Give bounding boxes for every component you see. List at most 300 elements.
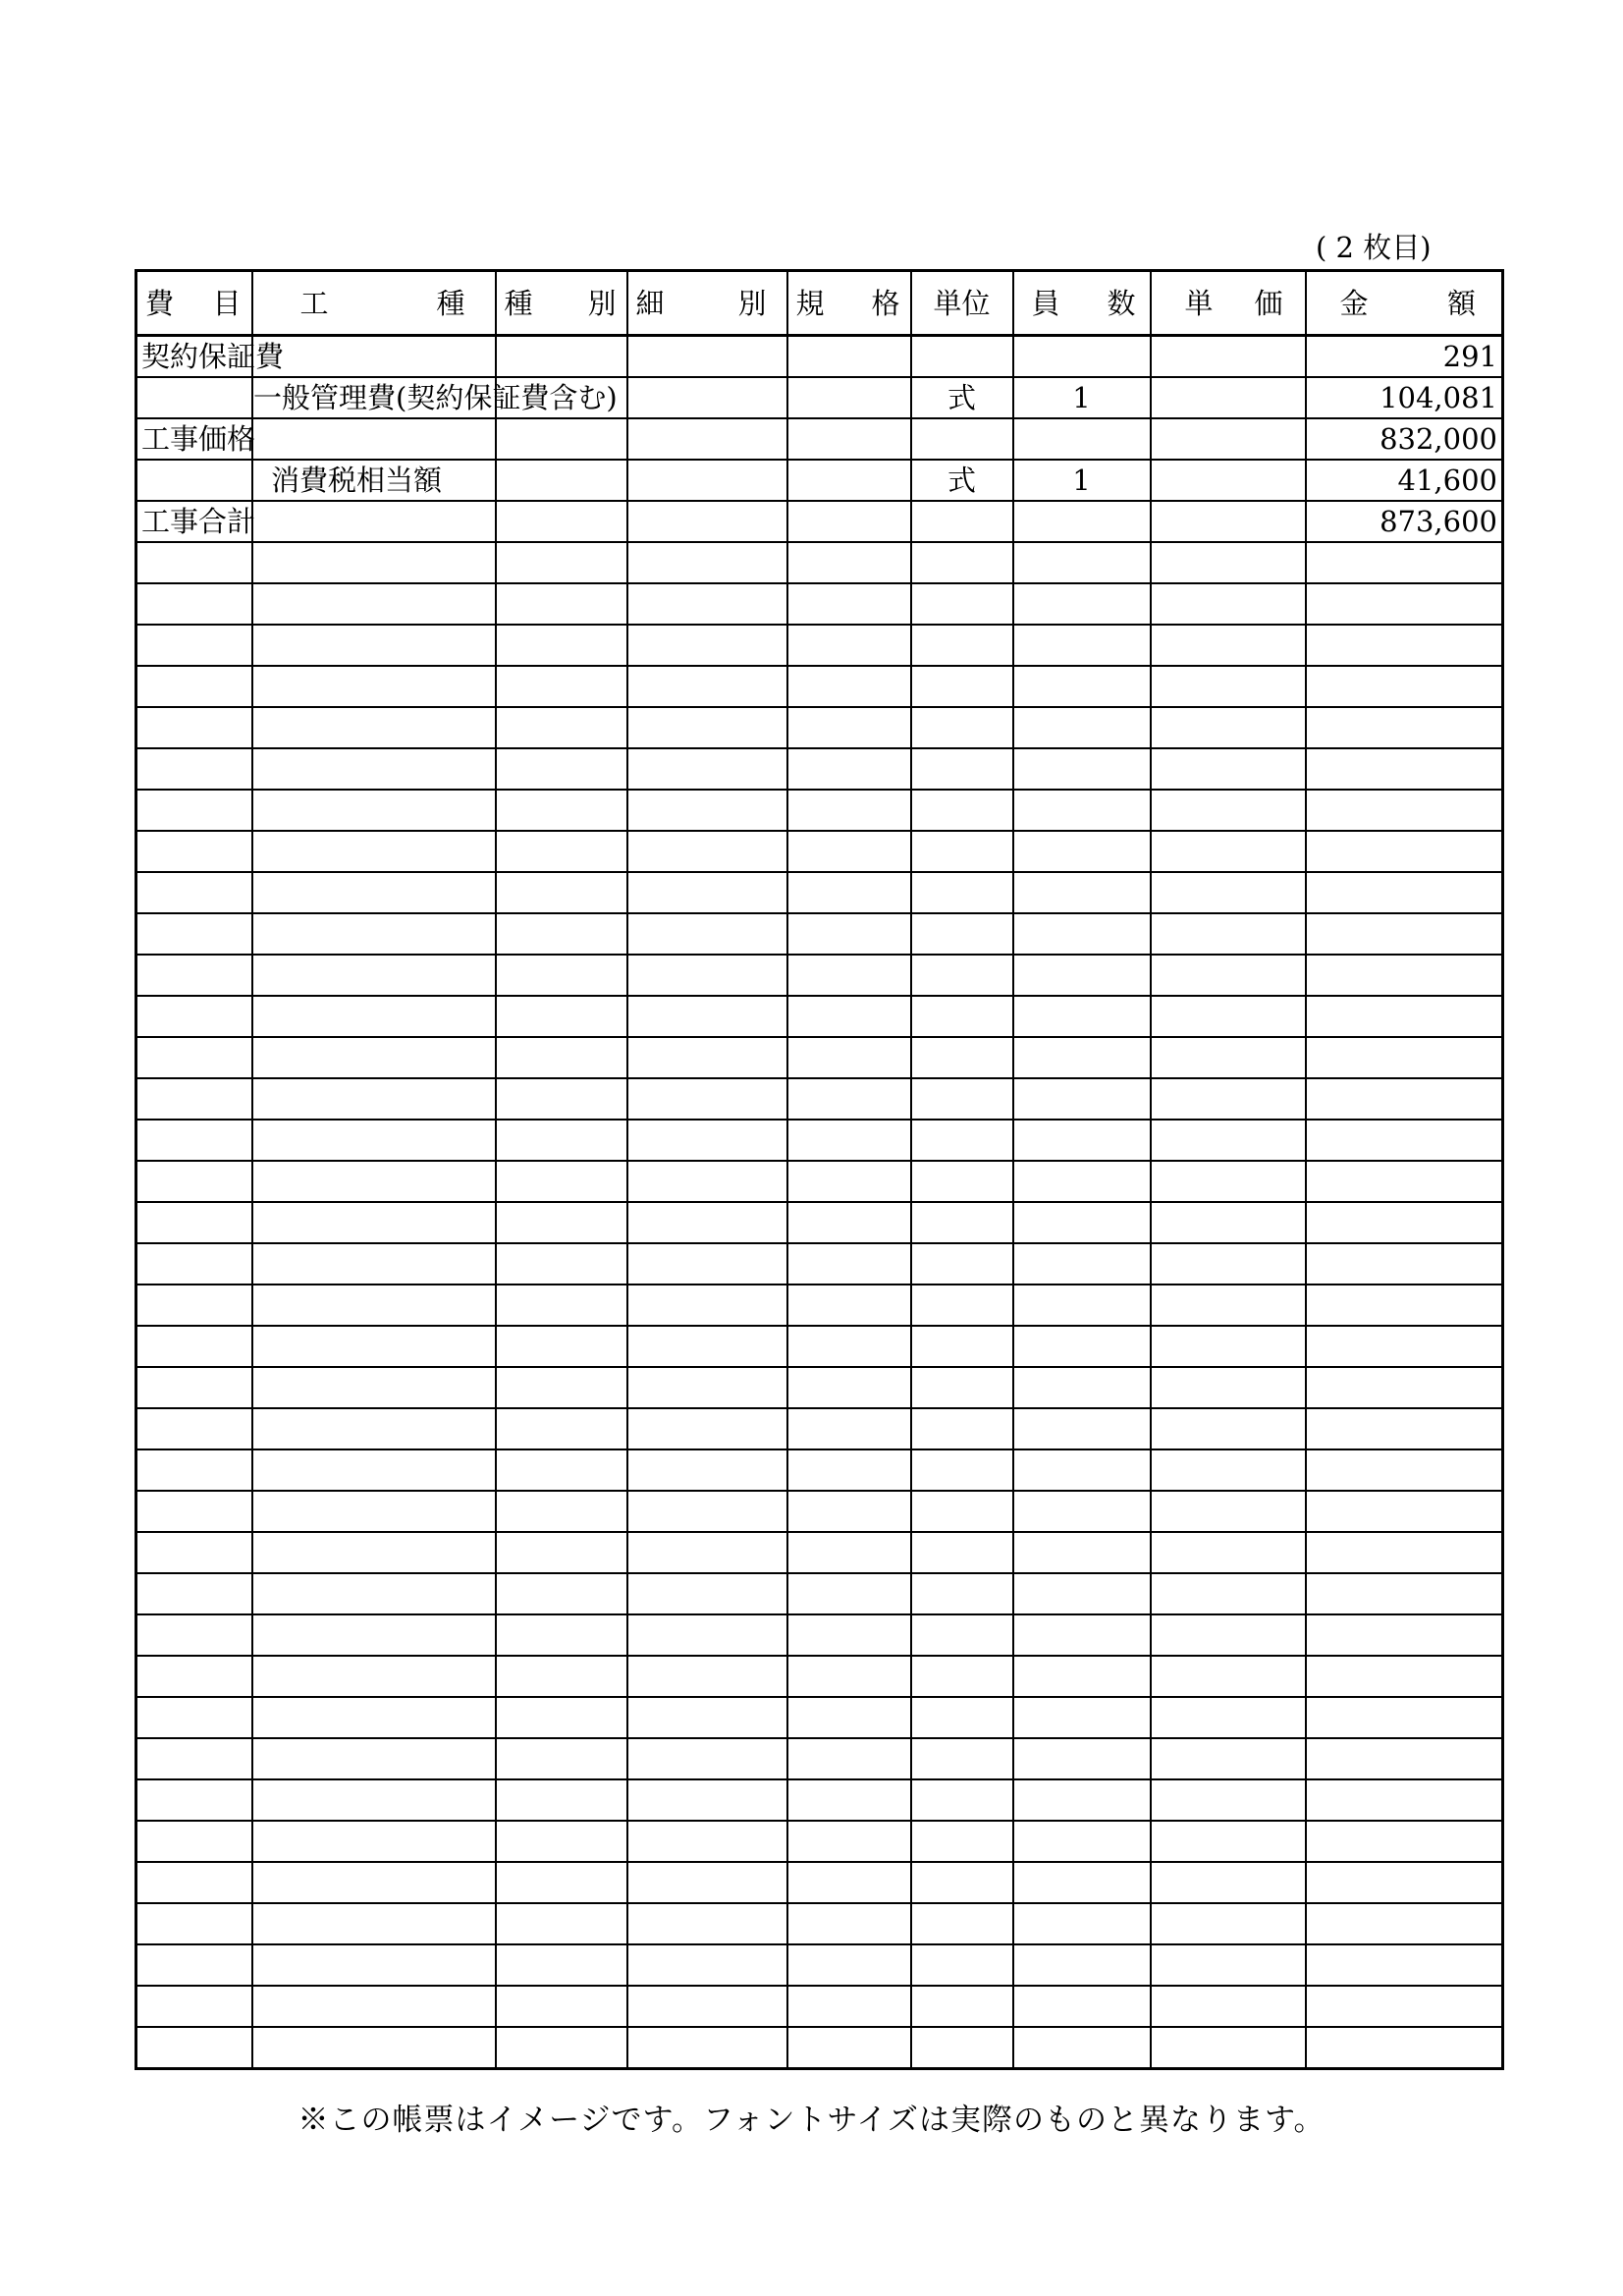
- footer-note: ※この帳票はイメージです。フォントサイズは実際のものと異なります。: [298, 2103, 1325, 2138]
- cell-tani: [911, 1862, 1013, 1903]
- table-row: [136, 1449, 1503, 1491]
- cell-kikaku: [787, 872, 911, 913]
- cell-tani: [911, 748, 1013, 790]
- cell-insuu: [1013, 1202, 1151, 1243]
- cell-kingaku: [1306, 955, 1503, 996]
- cell-saibetsu: [627, 460, 787, 501]
- cell-saibetsu: [627, 831, 787, 872]
- cell-shubetsu: [496, 1408, 627, 1449]
- cell-tanka: [1151, 1202, 1306, 1243]
- header-saibetsu: 細 別: [627, 271, 787, 336]
- table-row: [136, 625, 1503, 666]
- cell-koushu: [252, 1821, 496, 1862]
- cell-kikaku: [787, 1243, 911, 1285]
- cell-kikaku: [787, 583, 911, 625]
- cell-shubetsu: [496, 2027, 627, 2069]
- cell-kikaku: [787, 2027, 911, 2069]
- cell-saibetsu: [627, 336, 787, 378]
- cell-shubetsu: [496, 1161, 627, 1202]
- cell-tanka: [1151, 1120, 1306, 1161]
- cell-koushu: [252, 1573, 496, 1614]
- cell-saibetsu: [627, 1243, 787, 1285]
- cell-koushu: [252, 748, 496, 790]
- cell-koushu: [252, 1986, 496, 2027]
- page-number-label: ( 2 枚目): [1316, 231, 1432, 264]
- cell-tani: [911, 790, 1013, 831]
- cell-shubetsu: [496, 707, 627, 748]
- cell-koushu: [252, 336, 496, 378]
- cell-koushu: [252, 1078, 496, 1120]
- table-row: [136, 1326, 1503, 1367]
- cell-kikaku: [787, 1532, 911, 1573]
- cell-kingaku: [1306, 2027, 1503, 2069]
- cell-kingaku: [1306, 1161, 1503, 1202]
- cell-tani: [911, 666, 1013, 707]
- cell-tanka: [1151, 418, 1306, 460]
- cell-saibetsu: [627, 1944, 787, 1986]
- cell-insuu: [1013, 542, 1151, 583]
- header-kikaku: 規 格: [787, 271, 911, 336]
- cell-kingaku: 291: [1306, 336, 1503, 378]
- table-row: [136, 831, 1503, 872]
- table-row: [136, 1202, 1503, 1243]
- cell-saibetsu: [627, 1573, 787, 1614]
- cell-tanka: [1151, 1367, 1306, 1408]
- cell-himoku: [136, 1367, 252, 1408]
- cell-kikaku: [787, 1986, 911, 2027]
- cell-koushu: [252, 1367, 496, 1408]
- cell-saibetsu: [627, 1161, 787, 1202]
- cell-saibetsu: [627, 501, 787, 542]
- cell-koushu: [252, 996, 496, 1037]
- cell-koushu: [252, 1326, 496, 1367]
- table-row: [136, 501, 1503, 542]
- cell-kingaku: [1306, 1986, 1503, 2027]
- cell-insuu: [1013, 1037, 1151, 1078]
- cell-himoku: [136, 1779, 252, 1821]
- cell-insuu: [1013, 913, 1151, 955]
- cell-kingaku: [1306, 1821, 1503, 1862]
- cell-shubetsu: [496, 336, 627, 378]
- cell-shubetsu: [496, 625, 627, 666]
- cell-koushu: [252, 1243, 496, 1285]
- cell-tanka: [1151, 1862, 1306, 1903]
- cell-himoku: [136, 583, 252, 625]
- cell-kikaku: [787, 1491, 911, 1532]
- cell-tani: [911, 1078, 1013, 1120]
- cell-kingaku: [1306, 1573, 1503, 1614]
- table-row: [136, 1738, 1503, 1779]
- cell-tani: [911, 1367, 1013, 1408]
- cell-shubetsu: [496, 1903, 627, 1944]
- cell-tanka: [1151, 1285, 1306, 1326]
- cell-himoku: [136, 1532, 252, 1573]
- table-row: [136, 913, 1503, 955]
- table-row: [136, 1491, 1503, 1532]
- row-item-name: 工事合計: [141, 505, 256, 538]
- cell-tanka: [1151, 1573, 1306, 1614]
- cell-himoku: [136, 501, 256, 542]
- cell-tani: [911, 583, 1013, 625]
- cell-insuu: [1013, 583, 1151, 625]
- cell-insuu: 1: [1013, 460, 1151, 501]
- cell-tanka: [1151, 625, 1306, 666]
- cell-tani: [911, 1573, 1013, 1614]
- cell-tanka: [1151, 1449, 1306, 1491]
- cell-koushu: [252, 1614, 496, 1656]
- table-row: [136, 460, 1503, 501]
- cell-kikaku: [787, 1656, 911, 1697]
- cell-himoku: [136, 1037, 252, 1078]
- cell-kingaku: [1306, 1862, 1503, 1903]
- cell-koushu: [252, 1037, 496, 1078]
- cell-insuu: [1013, 1573, 1151, 1614]
- cell-shubetsu: [496, 583, 627, 625]
- cell-koushu: [252, 1697, 496, 1738]
- cell-kingaku: 873,600: [1306, 501, 1503, 542]
- cell-insuu: 1: [1013, 377, 1151, 418]
- cell-tanka: [1151, 336, 1306, 378]
- cell-tanka: [1151, 1779, 1306, 1821]
- cell-himoku: [136, 707, 252, 748]
- cell-saibetsu: [627, 1037, 787, 1078]
- table-row: [136, 1903, 1503, 1944]
- cell-tanka: [1151, 748, 1306, 790]
- table-row: [136, 707, 1503, 748]
- cell-insuu: [1013, 872, 1151, 913]
- cell-insuu: [1013, 1903, 1151, 1944]
- cell-tani: [911, 1202, 1013, 1243]
- table-row: [136, 542, 1503, 583]
- table-row: [136, 1614, 1503, 1656]
- cell-shubetsu: [496, 1120, 627, 1161]
- cell-himoku: [136, 666, 252, 707]
- cell-shubetsu: [496, 1862, 627, 1903]
- cell-tanka: [1151, 955, 1306, 996]
- cell-saibetsu: [627, 748, 787, 790]
- cell-koushu: [252, 1120, 496, 1161]
- cell-koushu: [252, 583, 496, 625]
- cell-shubetsu: [496, 1697, 627, 1738]
- cell-himoku: [136, 790, 252, 831]
- cell-kikaku: [787, 1903, 911, 1944]
- cell-kingaku: 41,600: [1306, 460, 1503, 501]
- cell-himoku: [136, 748, 252, 790]
- cell-kikaku: [787, 955, 911, 996]
- cell-tani: [911, 1697, 1013, 1738]
- cell-tanka: [1151, 666, 1306, 707]
- cell-himoku: [136, 913, 252, 955]
- cell-insuu: [1013, 707, 1151, 748]
- cell-shubetsu: [496, 913, 627, 955]
- cell-koushu: [252, 2027, 496, 2069]
- cell-shubetsu: [496, 666, 627, 707]
- row-item-name: 一般管理費(契約保証費含む): [253, 381, 618, 414]
- cell-shubetsu: [496, 955, 627, 996]
- cell-shubetsu: [496, 1532, 627, 1573]
- cell-himoku: [136, 418, 256, 460]
- cell-himoku: [136, 1903, 252, 1944]
- table-row: [136, 1656, 1503, 1697]
- header-koushu: 工 種: [252, 271, 496, 336]
- cell-insuu: [1013, 1944, 1151, 1986]
- cell-kingaku: [1306, 913, 1503, 955]
- cell-tani: [911, 872, 1013, 913]
- cell-shubetsu: [496, 1326, 627, 1367]
- cell-koushu: [252, 1202, 496, 1243]
- cell-tani: [911, 1120, 1013, 1161]
- cell-himoku: [136, 1944, 252, 1986]
- cell-insuu: [1013, 625, 1151, 666]
- cell-kikaku: [787, 1078, 911, 1120]
- cell-himoku: [136, 1449, 252, 1491]
- header-row: [136, 271, 1503, 336]
- cell-himoku: [136, 1285, 252, 1326]
- cell-kingaku: [1306, 831, 1503, 872]
- cell-kikaku: [787, 1037, 911, 1078]
- cell-insuu: [1013, 831, 1151, 872]
- cell-tani: [911, 1532, 1013, 1573]
- cell-tani: [911, 1285, 1013, 1326]
- cell-shubetsu: [496, 1243, 627, 1285]
- header-tani: 単位: [911, 271, 1013, 336]
- cell-shubetsu: [496, 996, 627, 1037]
- cell-tanka: [1151, 542, 1306, 583]
- cell-tanka: [1151, 1986, 1306, 2027]
- cell-insuu: [1013, 1285, 1151, 1326]
- cell-kikaku: [787, 1862, 911, 1903]
- cell-saibetsu: [627, 1903, 787, 1944]
- table-row: [136, 1697, 1503, 1738]
- cell-saibetsu: [627, 996, 787, 1037]
- cell-tani: [911, 1614, 1013, 1656]
- cell-tani: [911, 996, 1013, 1037]
- cell-kikaku: [787, 336, 911, 378]
- cell-himoku: [136, 1491, 252, 1532]
- table-row: [136, 1573, 1503, 1614]
- cell-tani: [911, 336, 1013, 378]
- cell-himoku: [136, 1326, 252, 1367]
- cell-kingaku: [1306, 583, 1503, 625]
- cell-kikaku: [787, 1161, 911, 1202]
- table-row: [136, 1944, 1503, 1986]
- table-row: [136, 748, 1503, 790]
- cell-tanka: [1151, 1656, 1306, 1697]
- cell-kingaku: [1306, 1656, 1503, 1697]
- cell-koushu: [252, 872, 496, 913]
- cell-shubetsu: [496, 1656, 627, 1697]
- cell-shubetsu: [496, 1738, 627, 1779]
- cell-tanka: [1151, 1243, 1306, 1285]
- cell-tani: [911, 1986, 1013, 2027]
- cell-kingaku: [1306, 1408, 1503, 1449]
- header-shubetsu: 種 別: [496, 271, 627, 336]
- cell-insuu: [1013, 1614, 1151, 1656]
- cell-shubetsu: [496, 1449, 627, 1491]
- cell-himoku: [136, 2027, 252, 2069]
- row-item-name: 工事価格: [141, 422, 256, 456]
- table-row: [136, 996, 1503, 1037]
- cell-insuu: [1013, 1161, 1151, 1202]
- cell-tani: [911, 1491, 1013, 1532]
- cell-tani: [911, 913, 1013, 955]
- cell-himoku: [136, 1986, 252, 2027]
- cell-tani: [911, 1944, 1013, 1986]
- cell-koushu: [252, 1449, 496, 1491]
- cell-tani: [911, 1161, 1013, 1202]
- cell-koushu: [252, 1903, 496, 1944]
- cell-koushu: [252, 1408, 496, 1449]
- cell-himoku: [136, 542, 252, 583]
- cell-shubetsu: [496, 1367, 627, 1408]
- cell-himoku: [136, 1862, 252, 1903]
- cell-tani: [911, 707, 1013, 748]
- cell-insuu: [1013, 336, 1151, 378]
- table-row: [136, 2027, 1503, 2069]
- cell-kikaku: [787, 1367, 911, 1408]
- cell-koushu: [252, 790, 496, 831]
- row-item-name: 消費税相当額: [271, 464, 443, 497]
- cell-saibetsu: [627, 1614, 787, 1656]
- cell-kingaku: [1306, 542, 1503, 583]
- cell-kingaku: [1306, 1449, 1503, 1491]
- cell-insuu: [1013, 996, 1151, 1037]
- table-body: [136, 336, 1503, 2069]
- cell-tani: [911, 542, 1013, 583]
- cell-saibetsu: [627, 707, 787, 748]
- cell-tani: [911, 1037, 1013, 1078]
- cell-himoku: [136, 1120, 252, 1161]
- cell-himoku: [136, 1573, 252, 1614]
- cell-saibetsu: [627, 1779, 787, 1821]
- cell-insuu: [1013, 1367, 1151, 1408]
- cell-tani: [911, 1326, 1013, 1367]
- cell-insuu: [1013, 1326, 1151, 1367]
- cell-koushu: [252, 831, 496, 872]
- cell-tanka: [1151, 913, 1306, 955]
- cell-shubetsu: [496, 790, 627, 831]
- cell-himoku: [136, 955, 252, 996]
- cell-tanka: [1151, 1697, 1306, 1738]
- row-item-name: 契約保証費: [141, 340, 285, 373]
- cell-tani: 式: [911, 377, 1013, 418]
- cell-insuu: [1013, 748, 1151, 790]
- cell-kikaku: [787, 625, 911, 666]
- cell-himoku: [136, 460, 443, 501]
- cell-tani: 式: [911, 460, 1013, 501]
- cell-tani: [911, 1738, 1013, 1779]
- cell-koushu: [252, 1779, 496, 1821]
- cell-insuu: [1013, 1656, 1151, 1697]
- cell-kikaku: [787, 1573, 911, 1614]
- cell-tani: [911, 418, 1013, 460]
- cell-saibetsu: [627, 583, 787, 625]
- cell-insuu: [1013, 1532, 1151, 1573]
- cell-tanka: [1151, 1491, 1306, 1532]
- cell-saibetsu: [627, 913, 787, 955]
- cell-kikaku: [787, 1779, 911, 1821]
- table-row: [136, 1821, 1503, 1862]
- table-row: [136, 955, 1503, 996]
- cell-insuu: [1013, 1491, 1151, 1532]
- cell-kikaku: [787, 377, 911, 418]
- cell-tanka: [1151, 790, 1306, 831]
- table-row: [136, 1532, 1503, 1573]
- cell-tani: [911, 955, 1013, 996]
- header-kingaku: 金 額: [1306, 271, 1503, 336]
- cell-kingaku: [1306, 748, 1503, 790]
- cell-himoku: [136, 336, 285, 378]
- cell-kingaku: [1306, 1326, 1503, 1367]
- cell-insuu: [1013, 1243, 1151, 1285]
- cell-tani: [911, 1243, 1013, 1285]
- table-row: [136, 1243, 1503, 1285]
- cell-saibetsu: [627, 1738, 787, 1779]
- cell-insuu: [1013, 1862, 1151, 1903]
- cell-tanka: [1151, 1614, 1306, 1656]
- cell-tanka: [1151, 583, 1306, 625]
- cell-kingaku: [1306, 1779, 1503, 1821]
- cell-kikaku: [787, 1326, 911, 1367]
- cell-insuu: [1013, 1738, 1151, 1779]
- cell-saibetsu: [627, 872, 787, 913]
- cell-shubetsu: [496, 1285, 627, 1326]
- cell-saibetsu: [627, 1408, 787, 1449]
- cell-tani: [911, 1779, 1013, 1821]
- cell-kikaku: [787, 1120, 911, 1161]
- cell-tani: [911, 1903, 1013, 1944]
- cell-koushu: [252, 1285, 496, 1326]
- header-insuu: 員 数: [1013, 271, 1151, 336]
- cell-kikaku: [787, 790, 911, 831]
- cell-tanka: [1151, 1161, 1306, 1202]
- cell-saibetsu: [627, 418, 787, 460]
- cell-tanka: [1151, 1738, 1306, 1779]
- cell-tanka: [1151, 831, 1306, 872]
- cell-saibetsu: [627, 1449, 787, 1491]
- cell-himoku: [136, 625, 252, 666]
- cell-saibetsu: [627, 1326, 787, 1367]
- cell-koushu: [252, 1862, 496, 1903]
- cell-tani: [911, 1821, 1013, 1862]
- cell-saibetsu: [627, 1821, 787, 1862]
- cell-saibetsu: [627, 790, 787, 831]
- cell-kingaku: [1306, 625, 1503, 666]
- cell-kingaku: 832,000: [1306, 418, 1503, 460]
- cell-insuu: [1013, 501, 1151, 542]
- cell-kingaku: [1306, 996, 1503, 1037]
- table-row: [136, 790, 1503, 831]
- cell-kingaku: [1306, 1367, 1503, 1408]
- cell-saibetsu: [627, 1120, 787, 1161]
- cell-shubetsu: [496, 1078, 627, 1120]
- cell-insuu: [1013, 666, 1151, 707]
- cell-himoku: [136, 1161, 252, 1202]
- cell-kingaku: [1306, 1903, 1503, 1944]
- cell-shubetsu: [496, 1037, 627, 1078]
- table-row: [136, 583, 1503, 625]
- cell-kikaku: [787, 1449, 911, 1491]
- cell-koushu: [252, 625, 496, 666]
- cell-saibetsu: [627, 1697, 787, 1738]
- cell-kikaku: [787, 418, 911, 460]
- cell-koushu: [252, 1161, 496, 1202]
- cell-insuu: [1013, 2027, 1151, 2069]
- cell-kingaku: [1306, 707, 1503, 748]
- cell-shubetsu: [496, 460, 627, 501]
- cell-shubetsu: [496, 1202, 627, 1243]
- cell-insuu: [1013, 1821, 1151, 1862]
